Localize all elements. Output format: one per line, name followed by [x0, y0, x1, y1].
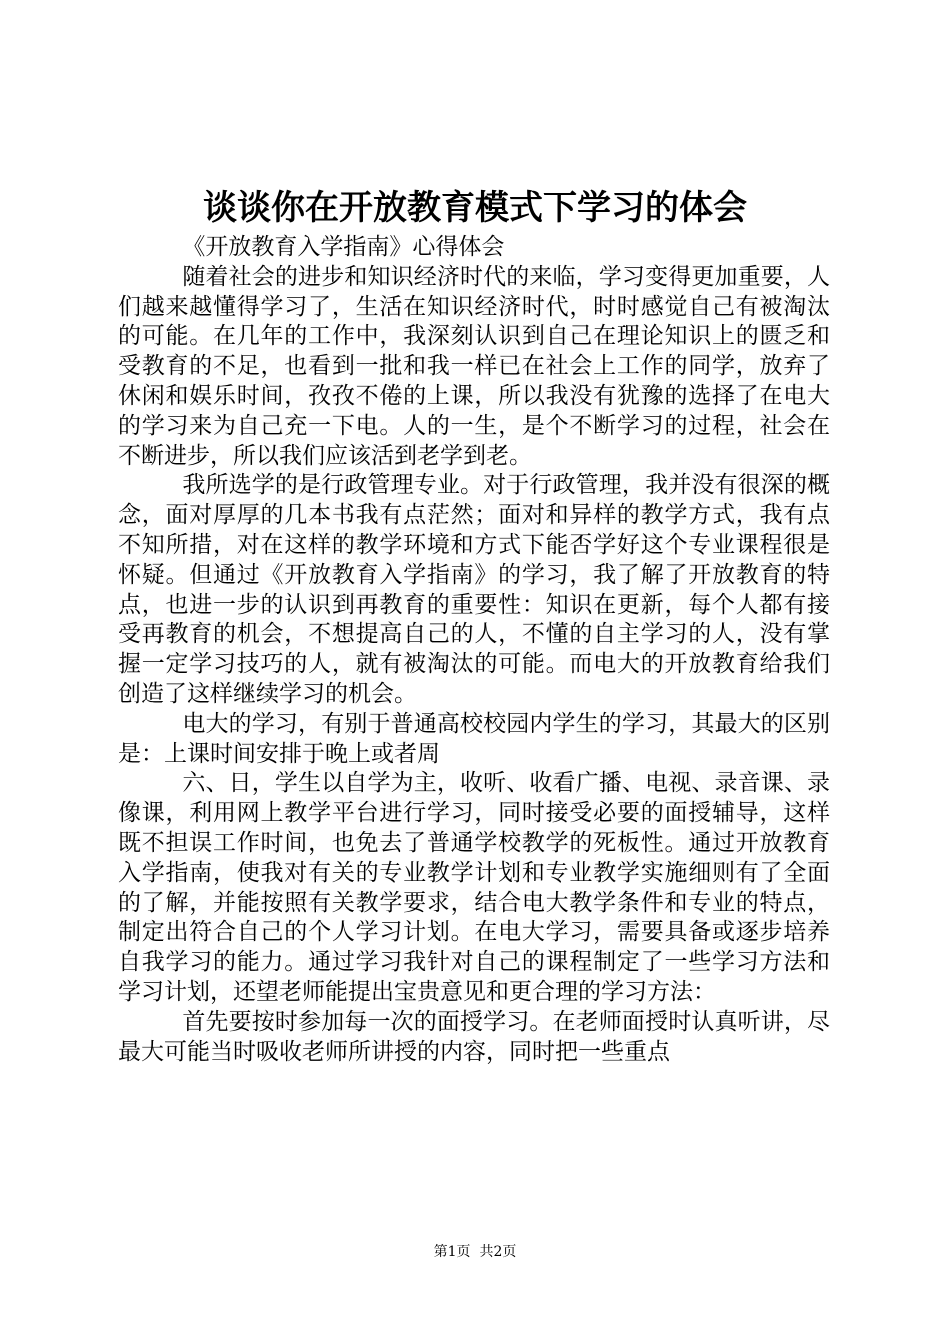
- paragraph-4: 六、日，学生以自学为主，收听、收看广播、电视、录音课、录像课，利用网上教学平台进行学习，同时接受必要的面授辅导，这样既不担误工作时间，也免去了普通学校教学的死板性。通过开放教育入学指南，使我对有关的专业教学计划和专业教学实施细则有了全面的了解，并能按照有关教学要求，结合电大教学条件和专业的特点，制定出符合自己的个人学习计划。在电大学习，需要具备或逐步培养自我学习的能力。通过学习我针对自己的课程制定了一些学习方法和学习计划，还望老师能提出宝贵意见和更合理的学习方法：: [118, 770, 830, 1005]
- paragraph-3: 电大的学习，有别于普通高校校园内学生的学习，其最大的区别是：上课时间安排于晚上或者周: [118, 710, 830, 767]
- paragraph-1: 随着社会的进步和知识经济时代的来临，学习变得更加重要，人们越来越懂得学习了，生活在知识经济时代，时时感觉自己有被淘汰的可能。在几年的工作中，我深刻认识到自己在理论知识上的匮乏和受教育的不足，也看到一批和我一样已在社会上工作的同学，放弃了休闲和娱乐时间，孜孜不倦的上课，所以我没有犹豫的选择了在电大的学习来为自己充一下电。人的一生，是个不断学习的过程，社会在不断进步，所以我们应该活到老学到老。: [118, 263, 830, 469]
- document-subtitle: 《开放教育入学指南》心得体会: [182, 234, 505, 260]
- paragraph-5: 首先要按时参加每一次的面授学习。在老师面授时认真听讲，尽最大可能当时吸收老师所讲授的内容，同时把一些重点: [118, 1008, 830, 1065]
- page-footer: 第1页 共2页: [433, 1244, 517, 1260]
- document-body: [118, 233, 830, 1067]
- document-title: 谈谈你在开放教育模式下学习的体会: [203, 188, 747, 228]
- paragraph-2: 我所选学的是行政管理专业。对于行政管理，我并没有很深的概念，面对厚厚的几本书我有点茫然；面对和异样的教学方式，我有点不知所措，对在这样的教学环境和方式下能否学好这个专业课程很是怀疑。但通过《开放教育入学指南》的学习，我了解了开放教育的特点，也进一步的认识到再教育的重要性：知识在更新，每个人都有接受再教育的机会，不想提高自己的人，不懂的自主学习的人，没有掌握一定学习技巧的人，就有被淘汰的可能。而电大的开放教育给我们创造了这样继续学习的机会。: [118, 472, 830, 707]
